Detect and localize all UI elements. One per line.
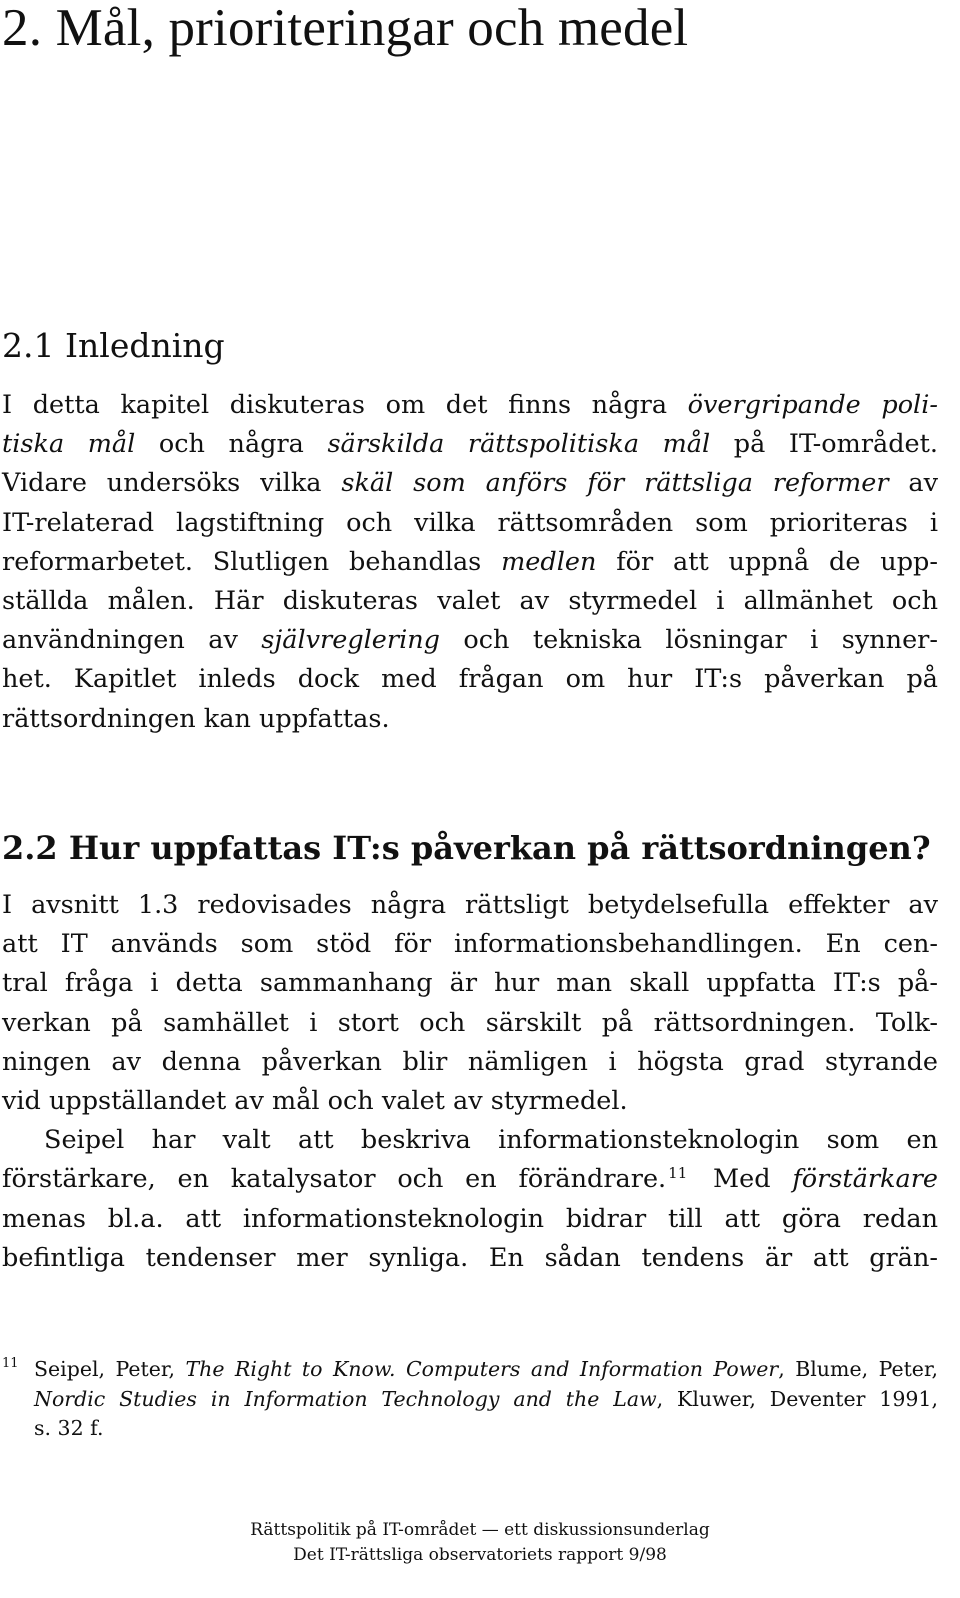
- text-line: [2, 621, 938, 660]
- text-line: [2, 504, 938, 543]
- text-line: [34, 1355, 938, 1385]
- text-line: [2, 1239, 938, 1278]
- text-line: [2, 1200, 938, 1239]
- text-line: [2, 464, 938, 503]
- text-line: [2, 1004, 938, 1043]
- footnote-text: [34, 1355, 938, 1444]
- section-1-paragraph: [2, 386, 938, 739]
- text-run: på IT-området.: [710, 429, 938, 460]
- footnote-number: 11: [2, 1356, 19, 1371]
- text-line: [2, 1082, 938, 1121]
- text-run: I avsnitt 1.3 redovisades några rättsligt betydelsefulla effekter av: [2, 890, 938, 920]
- text-run: I detta kapitel diskuteras om det finns några: [2, 390, 688, 420]
- footnote-11: [2, 1355, 938, 1444]
- text-run: användningen av: [2, 625, 262, 656]
- text-line: [2, 1160, 938, 1199]
- text-run: ställda målen. Här diskuteras valet av styrmedel i allmänhet och: [2, 586, 938, 617]
- text-run: IT-relaterad lagstiftning och vilka rättsområden som prioriteras i: [2, 507, 938, 538]
- text-run: Seipel, Peter,: [34, 1357, 186, 1381]
- footer-report-number: Det IT-rättsliga observatoriets rapport 9/98: [293, 1545, 667, 1565]
- text-run: av: [888, 468, 939, 499]
- italic-text: skäl som anförs för rättsliga reformer: [341, 468, 889, 499]
- text-line: [2, 1043, 938, 1082]
- text-line: [2, 925, 938, 964]
- italic-text: självreglering: [261, 625, 440, 656]
- section-heading-inledning: 2.1 Inledning: [2, 326, 225, 365]
- text-line: [2, 964, 938, 1003]
- text-run: , Kluwer, Deventer 1991,: [656, 1386, 938, 1411]
- text-run: s. 32 f.: [34, 1416, 104, 1440]
- text-run: reformarbetet. Slutligen behandlas: [2, 546, 502, 577]
- section-2-paragraph: [2, 886, 938, 1278]
- text-run: Vidare undersöks vilka: [2, 468, 342, 499]
- text-run: verkan på samhället i stort och särskilt på rättsordningen. Tolk-: [2, 1007, 938, 1038]
- text-run: , Blume, Peter,: [778, 1357, 939, 1381]
- text-run: ningen av denna påverkan blir nämligen i högsta grad styrande: [2, 1046, 938, 1077]
- text-line: [2, 700, 938, 739]
- text-run: menas bl.a. att informationsteknologin bidrar till att göra redan: [2, 1203, 938, 1234]
- italic-text: förstärkare: [792, 1164, 938, 1195]
- text-run: och tekniska lösningar i synner-: [439, 625, 938, 656]
- text-run: att IT används som stöd för informationsbehandlingen. En cen-: [2, 929, 938, 960]
- text-run: tral fråga i detta sammanhang är hur man skall uppfatta IT:s på-: [2, 968, 938, 999]
- text-run: förstärkare, en katalysator och en förändrare.: [2, 1164, 667, 1195]
- text-line: [34, 1385, 938, 1415]
- italic-text: tiska mål: [2, 429, 136, 460]
- text-line: [2, 543, 938, 582]
- text-run: Med: [691, 1164, 793, 1195]
- text-line: [2, 1121, 938, 1160]
- text-line: [2, 425, 938, 464]
- text-line: [2, 886, 938, 925]
- text-run: befintliga tendenser mer synliga. En sådan tendens är att grän-: [2, 1242, 938, 1273]
- text-line: [2, 660, 938, 699]
- italic-text: The Right to Know. Computers and Information Power: [185, 1357, 779, 1381]
- italic-text: Nordic Studies in Information Technology and the Law: [34, 1386, 657, 1411]
- text-run: het. Kapitlet inleds dock med frågan om hur IT:s påverkan på: [2, 664, 938, 695]
- italic-text: särskilda rättspolitiska mål: [327, 429, 711, 460]
- section-heading-it-paverkan: 2.2 Hur uppfattas IT:s påverkan på rättsordningen?: [2, 829, 931, 867]
- text-run: och några: [135, 429, 328, 460]
- footnote-reference: 11: [668, 1163, 688, 1182]
- footnotes: [2, 1355, 938, 1444]
- footer-report-title: Rättspolitik på IT-området — ett diskussionsunderlag: [250, 1520, 710, 1540]
- italic-text: övergripande poli-: [687, 390, 938, 420]
- text-run: för att uppnå de upp-: [596, 546, 938, 577]
- text-line: [34, 1414, 938, 1444]
- chapter-title: 2. Mål, prioriteringar och medel: [2, 0, 689, 57]
- text-line: [2, 386, 938, 425]
- italic-text: medlen: [501, 546, 597, 577]
- text-run: vid uppställandet av mål och valet av styrmedel.: [2, 1086, 628, 1117]
- text-run: Seipel har valt att beskriva informationsteknologin som en: [44, 1125, 938, 1156]
- text-run: rättsordningen kan uppfattas.: [2, 703, 390, 734]
- text-line: [2, 582, 938, 621]
